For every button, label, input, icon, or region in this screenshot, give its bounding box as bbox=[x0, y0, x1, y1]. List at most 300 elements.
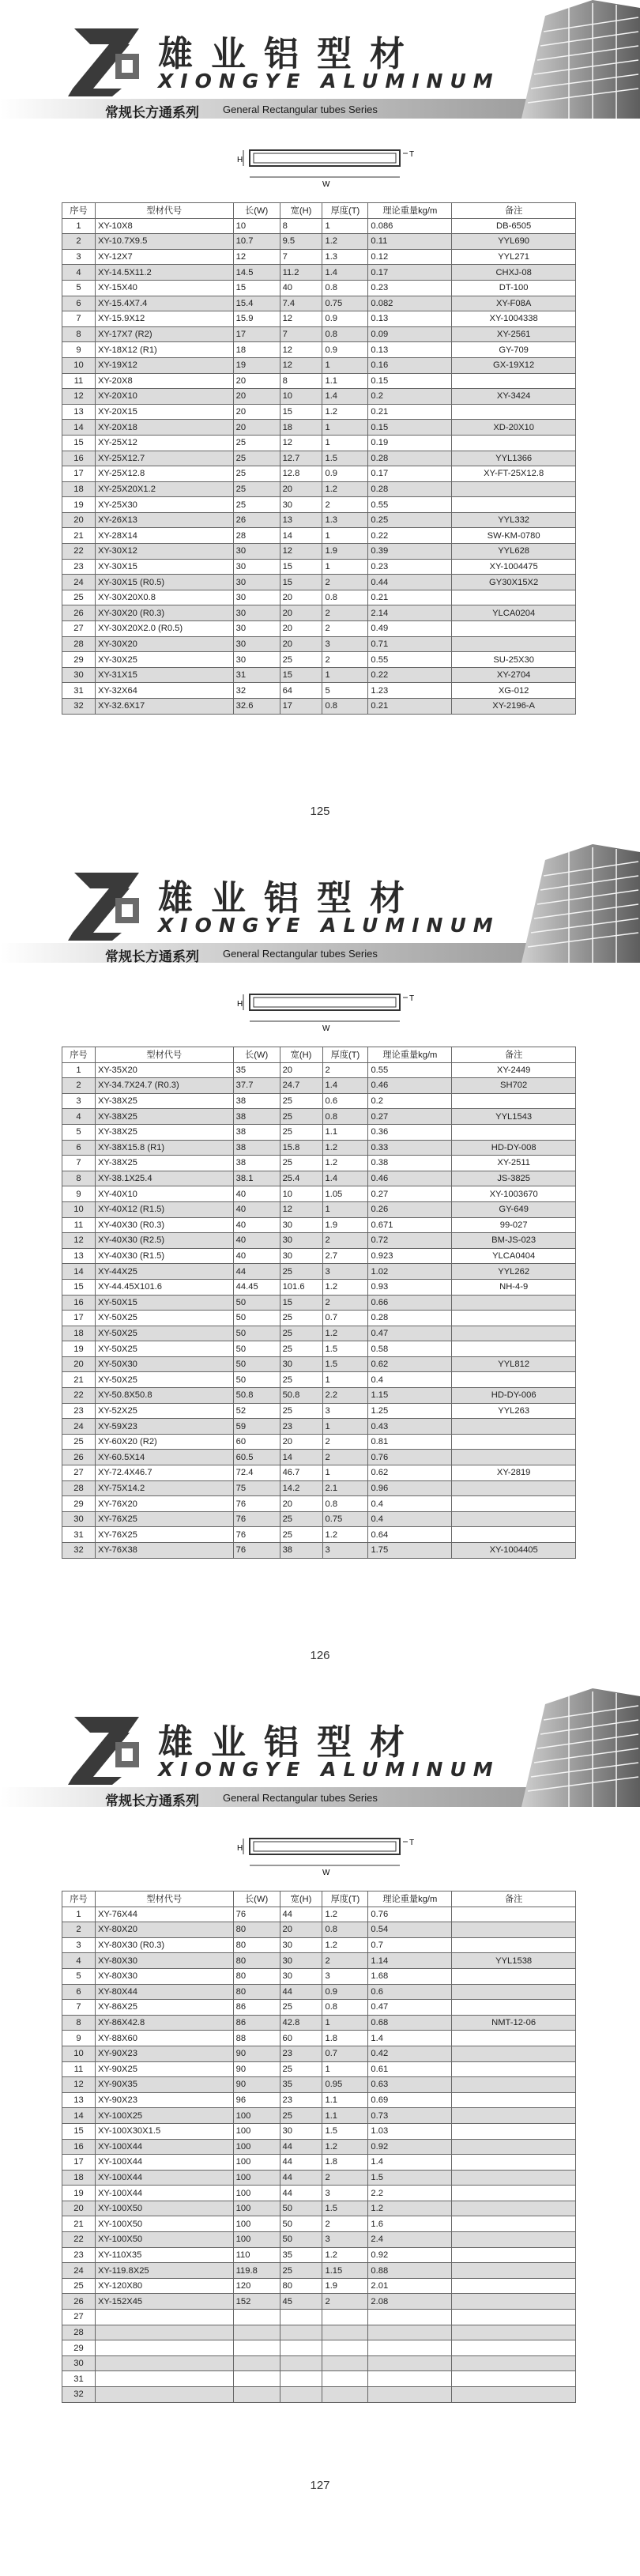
cell-weight bbox=[368, 2340, 452, 2356]
profile-table bbox=[62, 1047, 576, 1559]
table-header-row bbox=[62, 203, 576, 219]
cell-remark bbox=[452, 2355, 576, 2371]
table-row bbox=[62, 2186, 576, 2201]
cell-no: 4 bbox=[62, 1109, 96, 1125]
cell-code: XY-15.9X12 bbox=[95, 311, 233, 327]
cell-no: 2 bbox=[62, 1078, 96, 1094]
cell-no: 25 bbox=[62, 2278, 96, 2294]
diagram-w-label: W bbox=[322, 1869, 330, 1877]
cell-no: 23 bbox=[62, 1403, 96, 1419]
cell-weight: 1.2 bbox=[368, 2201, 452, 2216]
table-row bbox=[62, 1201, 576, 1217]
table-row bbox=[62, 652, 576, 668]
cell-code: XY-100X44 bbox=[95, 2139, 233, 2155]
cell-code: XY-40X30 (R1.5) bbox=[95, 1248, 233, 1264]
table-row bbox=[62, 2077, 576, 2093]
page-number: 126 bbox=[310, 1649, 330, 1662]
cell-thickness: 2 bbox=[322, 1233, 368, 1249]
table-row bbox=[62, 2216, 576, 2232]
cell-width bbox=[280, 2340, 322, 2356]
cell-width: 15 bbox=[280, 575, 322, 590]
cell-remark: YYL812 bbox=[452, 1356, 576, 1372]
cell-no: 12 bbox=[62, 1233, 96, 1249]
cell-weight: 0.25 bbox=[368, 512, 452, 528]
brand-logo-icon bbox=[66, 1712, 145, 1788]
cell-thickness: 2 bbox=[322, 2216, 368, 2232]
table-row bbox=[62, 2031, 576, 2046]
cell-remark: XG-012 bbox=[452, 683, 576, 699]
cell-weight: 0.63 bbox=[368, 2077, 452, 2093]
cell-length: 44.45 bbox=[233, 1279, 280, 1295]
cell-code: XY-100X50 bbox=[95, 2216, 233, 2232]
cell-remark: YYL262 bbox=[452, 1264, 576, 1280]
cell-code: XY-100X44 bbox=[95, 2155, 233, 2171]
table-row bbox=[62, 2232, 576, 2248]
cell-thickness: 1.1 bbox=[322, 2092, 368, 2108]
cell-code: XY-18X12 (R1) bbox=[95, 342, 233, 358]
cell-remark: XY-1004475 bbox=[452, 559, 576, 575]
cell-remark: YYL1543 bbox=[452, 1109, 576, 1125]
col-header-remark: 备注 bbox=[452, 1047, 576, 1063]
table-row bbox=[62, 1093, 576, 1109]
cell-weight: 0.6 bbox=[368, 1984, 452, 2000]
table-row bbox=[62, 2046, 576, 2061]
cell-length: 100 bbox=[233, 2139, 280, 2155]
cell-length: 25 bbox=[233, 481, 280, 497]
cell-no: 19 bbox=[62, 1341, 96, 1357]
cell-length bbox=[233, 2387, 280, 2403]
cell-remark: YLCA0204 bbox=[452, 605, 576, 621]
cell-no: 9 bbox=[62, 1186, 96, 1202]
cell-thickness: 2.1 bbox=[322, 1480, 368, 1496]
cell-code: XY-90X23 bbox=[95, 2046, 233, 2061]
cell-no: 16 bbox=[62, 2139, 96, 2155]
cell-remark bbox=[452, 2247, 576, 2263]
cell-width: 30 bbox=[280, 2123, 322, 2139]
cell-width: 25 bbox=[280, 1124, 322, 1140]
cell-length: 40 bbox=[233, 1233, 280, 1249]
col-header-thickness: 厚度(T) bbox=[322, 1047, 368, 1063]
cell-remark: 99-027 bbox=[452, 1217, 576, 1233]
cell-length: 88 bbox=[233, 2031, 280, 2046]
cell-code: XY-25X12.7 bbox=[95, 451, 233, 466]
table-row bbox=[62, 1543, 576, 1559]
cell-length: 15.4 bbox=[233, 296, 280, 311]
table-row bbox=[62, 326, 576, 342]
cell-code: XY-80X20 bbox=[95, 1922, 233, 1938]
cell-no: 4 bbox=[62, 1953, 96, 1969]
cell-weight: 1.68 bbox=[368, 1968, 452, 1984]
cell-code: XY-100X30X1.5 bbox=[95, 2123, 233, 2139]
table-row bbox=[62, 1217, 576, 1233]
cell-code: XY-25X20X1.2 bbox=[95, 481, 233, 497]
cell-code: XY-44.45X101.6 bbox=[95, 1279, 233, 1295]
col-header-length: 长(W) bbox=[233, 1891, 280, 1907]
table-row bbox=[62, 683, 576, 699]
brand-name-en: XIONGYE ALUMINUM bbox=[158, 1758, 500, 1781]
cell-weight: 0.28 bbox=[368, 451, 452, 466]
cell-weight bbox=[368, 2371, 452, 2387]
cell-code: XY-17X7 (R2) bbox=[95, 326, 233, 342]
cell-weight: 0.62 bbox=[368, 1465, 452, 1481]
cell-code: XY-10X8 bbox=[95, 218, 233, 234]
table-header-row bbox=[62, 1047, 576, 1063]
cell-length: 52 bbox=[233, 1403, 280, 1419]
cell-width: 17 bbox=[280, 699, 322, 715]
cell-thickness: 1 bbox=[322, 528, 368, 544]
cell-width: 20 bbox=[280, 481, 322, 497]
table-row bbox=[62, 1356, 576, 1372]
tube-profile-diagram bbox=[237, 142, 427, 190]
cell-length: 38 bbox=[233, 1140, 280, 1156]
cell-code: XY-75X14.2 bbox=[95, 1480, 233, 1496]
table-row bbox=[62, 528, 576, 544]
cell-width: 50 bbox=[280, 2232, 322, 2248]
cell-no: 12 bbox=[62, 2077, 96, 2093]
col-header-code: 型材代号 bbox=[95, 1891, 233, 1907]
cell-no: 30 bbox=[62, 667, 96, 683]
cell-weight: 0.76 bbox=[368, 1450, 452, 1465]
series-title-cn: 常规长方通系列 bbox=[105, 105, 199, 119]
cell-no: 6 bbox=[62, 296, 96, 311]
col-header-remark: 备注 bbox=[452, 1891, 576, 1907]
cell-remark: DB-6505 bbox=[452, 218, 576, 234]
cell-thickness: 0.8 bbox=[322, 590, 368, 605]
table-row bbox=[62, 1140, 576, 1156]
cell-remark: JS-3825 bbox=[452, 1171, 576, 1186]
cell-no: 13 bbox=[62, 1248, 96, 1264]
cell-remark: NMT-12-06 bbox=[452, 2015, 576, 2031]
cell-length: 50 bbox=[233, 1372, 280, 1388]
cell-code: XY-10.7X9.5 bbox=[95, 234, 233, 250]
cell-weight: 0.62 bbox=[368, 1356, 452, 1372]
cell-width bbox=[280, 2355, 322, 2371]
cell-length: 40 bbox=[233, 1217, 280, 1233]
cell-no: 7 bbox=[62, 1156, 96, 1171]
cell-length: 26 bbox=[233, 512, 280, 528]
cell-no: 17 bbox=[62, 2155, 96, 2171]
cell-weight: 0.76 bbox=[368, 1907, 452, 1922]
cell-no: 32 bbox=[62, 2387, 96, 2403]
cell-remark bbox=[452, 2201, 576, 2216]
cell-thickness bbox=[322, 2325, 368, 2340]
table-row bbox=[62, 1279, 576, 1295]
cell-length: 90 bbox=[233, 2077, 280, 2093]
cell-width: 45 bbox=[280, 2294, 322, 2310]
cell-thickness: 1.1 bbox=[322, 373, 368, 389]
cell-code: XY-120X80 bbox=[95, 2278, 233, 2294]
table-row bbox=[62, 544, 576, 560]
diagram-w-label: W bbox=[322, 1024, 330, 1033]
table-row bbox=[62, 1480, 576, 1496]
cell-width: 30 bbox=[280, 1968, 322, 1984]
table-row bbox=[62, 621, 576, 637]
cell-weight bbox=[368, 2355, 452, 2371]
table-row bbox=[62, 2155, 576, 2171]
cell-remark bbox=[452, 621, 576, 637]
cell-no: 2 bbox=[62, 1922, 96, 1938]
cell-length: 25 bbox=[233, 466, 280, 482]
profile-table bbox=[62, 202, 576, 715]
cell-thickness: 0.7 bbox=[322, 2046, 368, 2061]
cell-weight: 0.28 bbox=[368, 481, 452, 497]
cell-width: 30 bbox=[280, 497, 322, 513]
cell-code: XY-90X25 bbox=[95, 2061, 233, 2077]
cell-remark bbox=[452, 2325, 576, 2340]
cell-thickness: 0.95 bbox=[322, 2077, 368, 2093]
cell-no: 27 bbox=[62, 1465, 96, 1481]
cell-no: 17 bbox=[62, 466, 96, 482]
cell-length: 44 bbox=[233, 1264, 280, 1280]
cell-code: XY-15X40 bbox=[95, 280, 233, 296]
table-row bbox=[62, 435, 576, 451]
cell-no: 25 bbox=[62, 590, 96, 605]
cell-weight: 1.03 bbox=[368, 2123, 452, 2139]
table-header-row bbox=[62, 1891, 576, 1907]
cell-remark: HD-DY-008 bbox=[452, 1140, 576, 1156]
cell-length: 40 bbox=[233, 1186, 280, 1202]
cell-remark: GY-709 bbox=[452, 342, 576, 358]
table-row bbox=[62, 249, 576, 265]
cell-no: 18 bbox=[62, 1326, 96, 1341]
cell-remark bbox=[452, 1311, 576, 1326]
col-header-width: 宽(H) bbox=[280, 203, 322, 219]
cell-remark bbox=[452, 2186, 576, 2201]
table-row bbox=[62, 1062, 576, 1078]
cell-thickness: 2.7 bbox=[322, 1248, 368, 1264]
cell-width: 30 bbox=[280, 1356, 322, 1372]
cell-thickness: 1.2 bbox=[322, 1937, 368, 1953]
cell-thickness: 1 bbox=[322, 435, 368, 451]
cell-no: 29 bbox=[62, 2340, 96, 2356]
cell-no: 10 bbox=[62, 357, 96, 373]
cell-width: 15 bbox=[280, 559, 322, 575]
cell-no: 14 bbox=[62, 2108, 96, 2124]
cell-weight: 0.42 bbox=[368, 2046, 452, 2061]
cell-code: XY-86X42.8 bbox=[95, 2015, 233, 2031]
cell-length: 76 bbox=[233, 1527, 280, 1543]
table-row bbox=[62, 265, 576, 281]
table-row bbox=[62, 2371, 576, 2387]
cell-width: 15.8 bbox=[280, 1140, 322, 1156]
cell-code: XY-25X30 bbox=[95, 497, 233, 513]
cell-no: 3 bbox=[62, 1093, 96, 1109]
cell-length: 80 bbox=[233, 1922, 280, 1938]
cell-remark bbox=[452, 1450, 576, 1465]
table-row bbox=[62, 2092, 576, 2108]
cell-width: 20 bbox=[280, 1922, 322, 1938]
cell-no: 30 bbox=[62, 2355, 96, 2371]
profile-table bbox=[62, 1891, 576, 2403]
cell-remark bbox=[452, 2092, 576, 2108]
table-row bbox=[62, 218, 576, 234]
cell-no: 21 bbox=[62, 528, 96, 544]
table-row bbox=[62, 1496, 576, 1512]
cell-no: 25 bbox=[62, 1434, 96, 1450]
cell-no: 27 bbox=[62, 621, 96, 637]
table-row bbox=[62, 373, 576, 389]
cell-width: 20 bbox=[280, 1062, 322, 1078]
cell-no: 29 bbox=[62, 1496, 96, 1512]
cell-code: XY-38X25 bbox=[95, 1156, 233, 1171]
cell-width: 25 bbox=[280, 2108, 322, 2124]
cell-no: 13 bbox=[62, 2092, 96, 2108]
cell-width: 50 bbox=[280, 2216, 322, 2232]
cell-width: 101.6 bbox=[280, 1279, 322, 1295]
cell-remark bbox=[452, 2000, 576, 2016]
building-illustration-icon bbox=[506, 0, 640, 119]
cell-length: 100 bbox=[233, 2201, 280, 2216]
cell-code: XY-100X50 bbox=[95, 2232, 233, 2248]
table-row bbox=[62, 481, 576, 497]
brand-logo-icon bbox=[66, 24, 145, 100]
cell-weight: 0.21 bbox=[368, 404, 452, 420]
cell-no: 10 bbox=[62, 1201, 96, 1217]
cell-weight: 2.4 bbox=[368, 2232, 452, 2248]
cell-width: 25 bbox=[280, 1156, 322, 1171]
cell-width: 50.8 bbox=[280, 1388, 322, 1404]
cell-length: 50 bbox=[233, 1295, 280, 1311]
cell-width bbox=[280, 2325, 322, 2340]
cell-remark bbox=[452, 404, 576, 420]
table-row bbox=[62, 1311, 576, 1326]
cell-weight: 1.75 bbox=[368, 1543, 452, 1559]
cell-thickness: 2 bbox=[322, 2170, 368, 2186]
cell-thickness: 0.8 bbox=[322, 280, 368, 296]
cell-thickness: 1.1 bbox=[322, 2108, 368, 2124]
cell-code: XY-38X25 bbox=[95, 1093, 233, 1109]
cell-thickness: 1.8 bbox=[322, 2155, 368, 2171]
cell-length: 30 bbox=[233, 605, 280, 621]
cell-thickness: 2 bbox=[322, 1953, 368, 1969]
cell-remark bbox=[452, 2340, 576, 2356]
cell-thickness: 1 bbox=[322, 667, 368, 683]
cell-length: 38 bbox=[233, 1109, 280, 1125]
cell-remark bbox=[452, 1511, 576, 1527]
table-row bbox=[62, 342, 576, 358]
cell-no: 16 bbox=[62, 451, 96, 466]
cell-remark bbox=[452, 1496, 576, 1512]
cell-length: 110 bbox=[233, 2247, 280, 2263]
table-row bbox=[62, 2263, 576, 2279]
cell-code: XY-28X14 bbox=[95, 528, 233, 544]
cell-no: 11 bbox=[62, 2061, 96, 2077]
cell-weight: 0.38 bbox=[368, 1156, 452, 1171]
cell-width: 12 bbox=[280, 544, 322, 560]
cell-width: 80 bbox=[280, 2278, 322, 2294]
cell-length: 76 bbox=[233, 1496, 280, 1512]
cell-remark bbox=[452, 2031, 576, 2046]
cell-no: 24 bbox=[62, 1419, 96, 1435]
cell-length: 50 bbox=[233, 1341, 280, 1357]
cell-no: 26 bbox=[62, 2294, 96, 2310]
cell-code: XY-19X12 bbox=[95, 357, 233, 373]
cell-code: XY-76X20 bbox=[95, 1496, 233, 1512]
table-row bbox=[62, 1922, 576, 1938]
cell-length: 90 bbox=[233, 2046, 280, 2061]
cell-code: XY-76X38 bbox=[95, 1543, 233, 1559]
cell-no: 9 bbox=[62, 342, 96, 358]
cell-code: XY-38X25 bbox=[95, 1109, 233, 1125]
cell-weight: 0.96 bbox=[368, 1480, 452, 1496]
cell-weight: 0.22 bbox=[368, 667, 452, 683]
cell-thickness: 1 bbox=[322, 420, 368, 436]
cell-weight: 0.92 bbox=[368, 2139, 452, 2155]
table-row bbox=[62, 1434, 576, 1450]
cell-code: XY-26X13 bbox=[95, 512, 233, 528]
cell-weight: 0.23 bbox=[368, 559, 452, 575]
cell-length: 25 bbox=[233, 435, 280, 451]
cell-length: 80 bbox=[233, 1968, 280, 1984]
cell-code: XY-100X25 bbox=[95, 2108, 233, 2124]
cell-weight: 0.44 bbox=[368, 575, 452, 590]
brand-name-cn: 雄业铝型材 bbox=[158, 34, 423, 74]
cell-thickness: 0.75 bbox=[322, 1511, 368, 1527]
cell-thickness: 0.8 bbox=[322, 326, 368, 342]
table-row bbox=[62, 1295, 576, 1311]
table-row bbox=[62, 311, 576, 327]
cell-remark: XY-1004338 bbox=[452, 311, 576, 327]
cell-no: 1 bbox=[62, 1062, 96, 1078]
cell-thickness bbox=[322, 2371, 368, 2387]
cell-code: XY-52X25 bbox=[95, 1403, 233, 1419]
cell-thickness: 2.2 bbox=[322, 1388, 368, 1404]
cell-remark: XY-2449 bbox=[452, 1062, 576, 1078]
cell-width: 12.7 bbox=[280, 451, 322, 466]
cell-code: XY-20X15 bbox=[95, 404, 233, 420]
cell-code: XY-30X15 bbox=[95, 559, 233, 575]
table-row bbox=[62, 1326, 576, 1341]
catalog-page bbox=[0, 844, 640, 1682]
cell-width: 44 bbox=[280, 1907, 322, 1922]
cell-no: 13 bbox=[62, 404, 96, 420]
cell-code: XY-76X25 bbox=[95, 1511, 233, 1527]
table-row bbox=[62, 466, 576, 482]
cell-weight: 0.55 bbox=[368, 1062, 452, 1078]
cell-length: 72.4 bbox=[233, 1465, 280, 1481]
table-row bbox=[62, 1907, 576, 1922]
cell-weight: 0.46 bbox=[368, 1078, 452, 1094]
cell-remark: NH-4-9 bbox=[452, 1279, 576, 1295]
cell-weight: 0.47 bbox=[368, 2000, 452, 2016]
col-header-width: 宽(H) bbox=[280, 1891, 322, 1907]
table-row bbox=[62, 1388, 576, 1404]
cell-weight: 1.25 bbox=[368, 1403, 452, 1419]
cell-weight: 1.6 bbox=[368, 2216, 452, 2232]
cell-length: 20 bbox=[233, 389, 280, 405]
cell-weight: 0.36 bbox=[368, 1124, 452, 1140]
table-row bbox=[62, 1264, 576, 1280]
cell-thickness: 0.9 bbox=[322, 311, 368, 327]
cell-code: XY-25X12.8 bbox=[95, 466, 233, 482]
cell-remark bbox=[452, 1984, 576, 2000]
cell-code bbox=[95, 2340, 233, 2356]
building-illustration-icon bbox=[506, 844, 640, 963]
cell-thickness: 2 bbox=[322, 575, 368, 590]
cell-length: 17 bbox=[233, 326, 280, 342]
cell-no: 15 bbox=[62, 1279, 96, 1295]
col-header-length: 长(W) bbox=[233, 1047, 280, 1063]
cell-code: XY-50X25 bbox=[95, 1372, 233, 1388]
table-row bbox=[62, 2139, 576, 2155]
table-row bbox=[62, 420, 576, 436]
cell-thickness: 1 bbox=[322, 1372, 368, 1388]
cell-length: 50 bbox=[233, 1356, 280, 1372]
cell-thickness: 1.8 bbox=[322, 2031, 368, 2046]
cell-length: 32 bbox=[233, 683, 280, 699]
cell-length: 90 bbox=[233, 2061, 280, 2077]
cell-length: 80 bbox=[233, 1953, 280, 1969]
